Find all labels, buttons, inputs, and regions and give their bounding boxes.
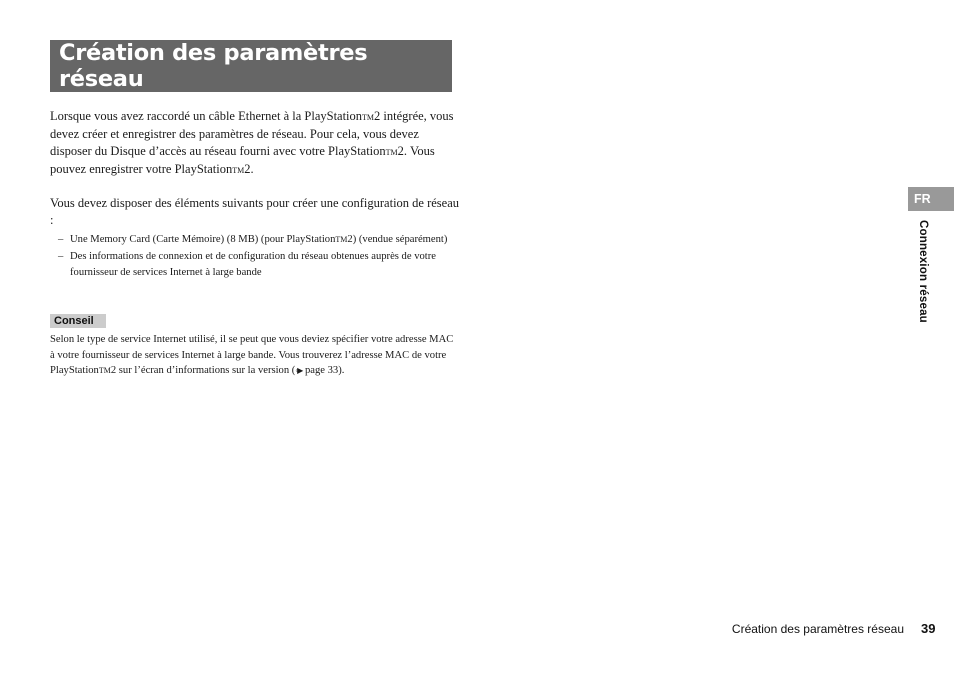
page-reference-arrow-icon: ◦▶ (295, 366, 303, 375)
tip-text-2: 2 sur l’écran d’informations sur la version ( (110, 365, 296, 376)
intro-text-4: 2. (244, 162, 254, 176)
tip-label: Conseil (50, 314, 106, 328)
section-side-label: Connexion réseau (917, 220, 929, 323)
dash-bullet: – (58, 234, 64, 245)
tip-paragraph (50, 332, 455, 379)
requirements-lead: Vous devez disposer des éléments suivants pour créer une configuration de réseau : (50, 196, 460, 227)
language-tab: FR (908, 187, 954, 211)
page-number: 39 (921, 621, 936, 636)
tip-text-1: Selon le type de service Internet utilisé, il se peut que vous deviez spécifier votre adresse MAC à votre fournisseur de services Internet à large bande. Vous trouverez l’adresse MAC de votre PlayStation (50, 334, 454, 376)
list-item (50, 249, 460, 280)
footer-title: Création des paramètres réseau (731, 622, 904, 636)
trademark-mark: TM (98, 366, 111, 375)
tip-text-3: page 33). (302, 365, 345, 376)
trademark-mark: TM (232, 166, 245, 175)
intro-text-3: 2. Vous pouvez enregistrer votre PlayStation (50, 144, 435, 176)
intro-text-2: 2 intégrée, vous devez créer et enregistrer des paramètres de réseau. Pour cela, vous devez disposer du Disque d’accès au réseau fourni avec votre PlayStation (50, 109, 454, 158)
trademark-mark: TM (335, 235, 348, 244)
requirements-list (50, 232, 460, 282)
list-item-text: 2) (vendue séparément) (347, 234, 448, 245)
intro-paragraph (50, 108, 460, 179)
dash-bullet: – (58, 251, 64, 262)
list-item-text: Des informations de connexion et de configuration du réseau obtenues auprès de votre fournisseur de services Internet à large bande (70, 251, 436, 278)
trademark-mark: TM (385, 148, 398, 157)
list-item (50, 232, 460, 248)
intro-text-1: Lorsque vous avez raccordé un câble Ethernet à la PlayStation (50, 109, 363, 123)
trademark-mark: TM (362, 113, 375, 122)
page-title: Création des paramètres réseau (50, 40, 452, 92)
list-item-text: Une Memory Card (Carte Mémoire) (8 MB) (pour PlayStation (70, 234, 336, 245)
